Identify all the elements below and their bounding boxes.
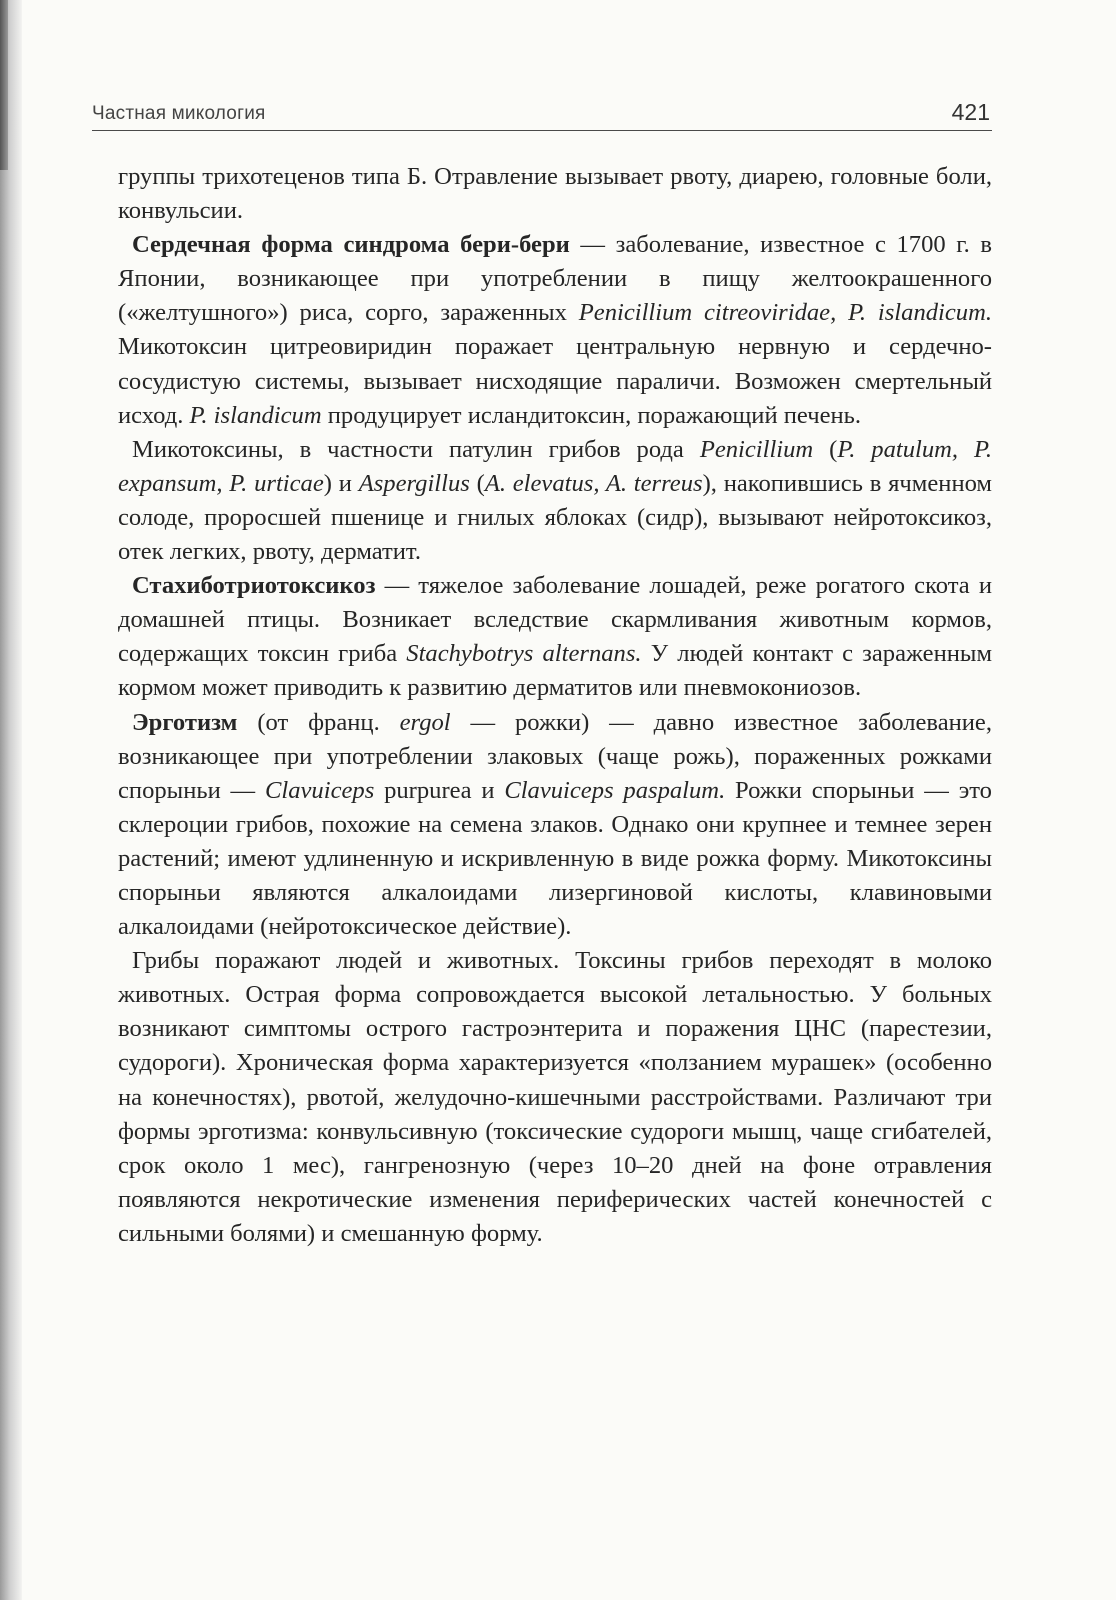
italic-text: P. patulum, P. expansum, P. urticae [118,435,993,497]
text-run: — рожки) — давно известное заболевание, возникающее при употреблении злаковых (чаще рожь), пораженных рожками спорыньи — [118,708,992,804]
text-run: продуцирует исландитоксин, поражающий печень. [321,401,862,429]
paragraph [118,433,992,569]
italic-text: A. elevatus, A. terreus [484,469,703,497]
paragraph [118,944,992,1251]
text-run: (от франц. [237,708,400,736]
paragraph [118,706,992,945]
text-run: ( [813,435,838,463]
text-run: Микотоксин цитреовиридин поражает центральную нервную и сердечно-сосудистую системы, вызывает нисходящие параличи. Возможен смертельный исход. [118,333,992,429]
text-run: ) и [323,469,359,497]
binding-shadow [0,0,22,1600]
term-heading: Сердечная форма синдрома бери-бери [132,231,570,259]
italic-text: Penicillium [699,435,814,463]
text-run: ), накопившись в ячменном солоде, проросшей пшенице и гнилых яблоках (сидр), вызывают нейротоксикоз, отек легких, рвоту, дерматит. [118,469,992,566]
body-text [118,160,992,1251]
text-run: ( [469,469,485,497]
page-number: 421 [951,99,990,125]
text-run: Рожки спорыньи — это склероции грибов, похожие на семена злаков. Однако они крупнее и темнее зерен растений; имеют удлиненную и искривленную в виде рожка форму. Микотоксины спорыньи являются алкалоидами лизергиновой кислоты, клавиновыми алкалоидами (нейротоксическое действие). [118,776,992,941]
italic-text: Clavuiceps paspalum. [504,776,726,804]
text-run: Грибы поражают людей и животных. Токсины грибов переходят в молоко животных. Острая форма сопровождается высокой летальностью. У больных возникают симптомы острого гастроэнтерита и поражения ЦНС (парестезии, судороги). Хроническая форма характеризуется «ползанием мурашек» (особенно на конечностях), рвотой, желудочно-кишечными расстройствами. Различают три формы эрготизма: конвульсивную (токсические судороги мышц, чаще сгибателей, срок около 1 мес), гангренозную (через 10–20 дней на фоне отравления появляются некротические изменения периферических частей конечностей с сильными болями) и смешанную форму. [118,947,992,1247]
text-run: У людей контакт с зараженным кормом может приводить к развитию дерматитов или пневмокониозов. [118,640,993,702]
text-run: — заболевание, известное с 1700 г. в Японии, возникающее при употреблении в пищу желтоокрашенного («желтушного») риса, сорго, зараженных [118,231,992,327]
text-run: purpurea и [374,776,505,804]
italic-text: Clavuiceps [264,776,375,804]
paragraph [118,569,992,705]
binding-mark [0,0,8,170]
italic-text: ergol [399,708,451,736]
running-head [92,100,992,131]
italic-text: P. islandicum [189,401,322,429]
term-heading: Стахиботриотоксикоз [132,572,376,600]
text-run: — тяжелое заболевание лошадей, реже рогатого скота и домашней птицы. Возникает вследствие скармливания животным кормов, содержащих токсин гриба [118,572,992,668]
text-run: группы трихотеценов типа Б. Отравление вызывает рвоту, диарею, головные боли, конвульсии. [118,163,992,225]
italic-text: Aspergillus [358,469,470,497]
italic-text: Stachybotrys alternans. [406,640,642,668]
term-heading: Эрготизм [132,708,238,736]
paragraph [118,160,992,228]
italic-text: Penicillium citreoviridae, P. islandicum. [578,299,992,327]
text-run: Микотоксины, в частности патулин грибов рода [132,435,700,463]
running-title: Частная микология [92,103,266,124]
paragraph [118,228,992,433]
